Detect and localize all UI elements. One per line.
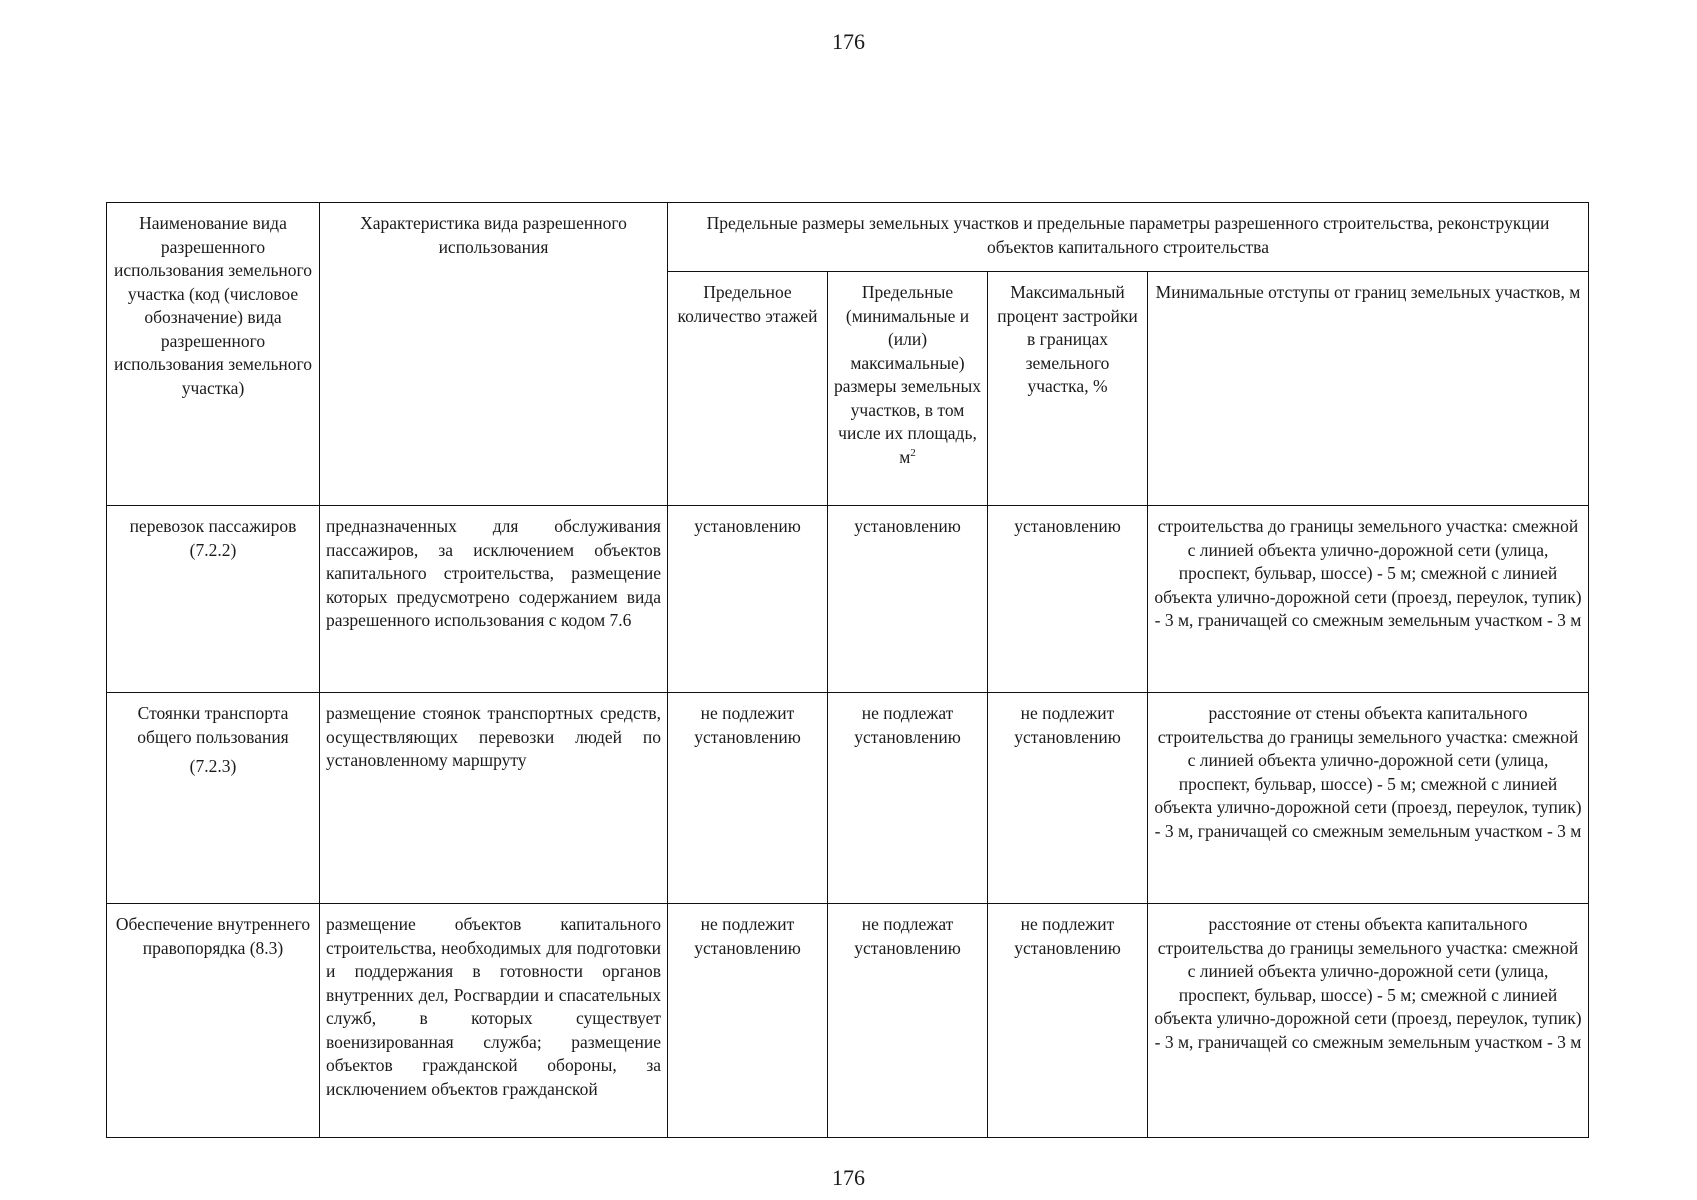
row-name: Стоянки транспорта общего пользования	[137, 703, 289, 747]
header-row-1	[107, 203, 1589, 272]
header-coverage: Максимальный процент застройки в границах земельного участка, %	[988, 272, 1148, 506]
row-coverage: не подлежит установлению	[988, 693, 1148, 904]
row-characteristic: предназначенных для обслуживания пассажиров, за исключением объектов капитального строительства, размещение которых предусмотрено содержанием вида разрешенного использования с кодом 7.6	[320, 506, 668, 693]
row-sizes: не подлежат установлению	[828, 693, 988, 904]
row-floors: установлению	[668, 506, 828, 693]
table-row	[107, 904, 1589, 1138]
header-name: Наименование вида разрешенного использования земельного участка (код (числовое обозначение) вида разрешенного использования земельного участка)	[107, 203, 320, 506]
row-setbacks: расстояние от стены объекта капитального строительства до границы земельного участка: смежной с линией объекта улично-дорожной сети (улица, проспект, бульвар, шоссе) - 5 м; смежной с линией объекта улично-дорожной сети (проезд, переулок, тупик) - 3 м, граничащей со смежным земельным участком - 3 м	[1148, 904, 1589, 1138]
page-number-bottom: 176	[832, 1165, 865, 1190]
header-floors: Предельное количество этажей	[668, 272, 828, 506]
row-characteristic: размещение стоянок транспортных средств, осуществляющих перевозки людей по установленному маршруту	[320, 693, 668, 904]
row-name-cell	[107, 506, 320, 693]
row-sizes: не подлежат установлению	[828, 904, 988, 1138]
row-code: (7.2.2)	[189, 539, 237, 560]
row-floors: не подлежит установлению	[668, 693, 828, 904]
row-name: Обеспечение внутреннего правопорядка (8.3)	[107, 904, 320, 1138]
row-setbacks: строительства до границы земельного участка: смежной с линией объекта улично-дорожной сети (улица, проспект, бульвар, шоссе) - 5 м; смежной с линией объекта улично-дорожной сети (проезд, переулок, тупик) - 3 м, граничащей со смежным земельным участком - 3 м	[1148, 506, 1589, 693]
header-sizes-superscript: 2	[910, 446, 916, 459]
row-setbacks: расстояние от стены объекта капитального строительства до границы земельного участка: смежной с линией объекта улично-дорожной сети (улица, проспект, бульвар, шоссе) - 5 м; смежной с линией объекта улично-дорожной сети (проезд, переулок, тупик) - 3 м, граничащей со смежным земельным участком - 3 м	[1148, 693, 1589, 904]
row-sizes: установлению	[828, 506, 988, 693]
row-name: перевозок пассажиров	[129, 516, 297, 536]
header-sizes-text: Предельные (минимальные и (или) максимальные) размеры земельных участков, в том числе их площадь, м	[834, 282, 982, 467]
table-row	[107, 506, 1589, 693]
row-coverage: установлению	[988, 506, 1148, 693]
header-limits-group: Предельные размеры земельных участков и предельные параметры разрешенного строительства, реконструкции объектов капитального строительства	[668, 203, 1589, 272]
row-floors: не подлежит установлению	[668, 904, 828, 1138]
header-setbacks: Минимальные отступы от границ земельных участков, м	[1148, 272, 1589, 506]
table-row	[107, 693, 1589, 904]
row-name-cell	[107, 693, 320, 904]
header-sizes	[828, 272, 988, 506]
page-number-top: 176	[832, 29, 865, 54]
row-coverage: не подлежит установлению	[988, 904, 1148, 1138]
row-characteristic: размещение объектов капитального строительства, необходимых для подготовки и поддержания в готовности органов внутренних дел, Росгвардии и спасательных служб, в которых существует военизированная служба; размещение объектов гражданской обороны, за исключением объектов гражданской	[320, 904, 668, 1138]
header-characteristic: Характеристика вида разрешенного использования	[320, 203, 668, 506]
row-code: (7.2.3)	[189, 756, 237, 776]
regulations-table	[106, 202, 1589, 1138]
